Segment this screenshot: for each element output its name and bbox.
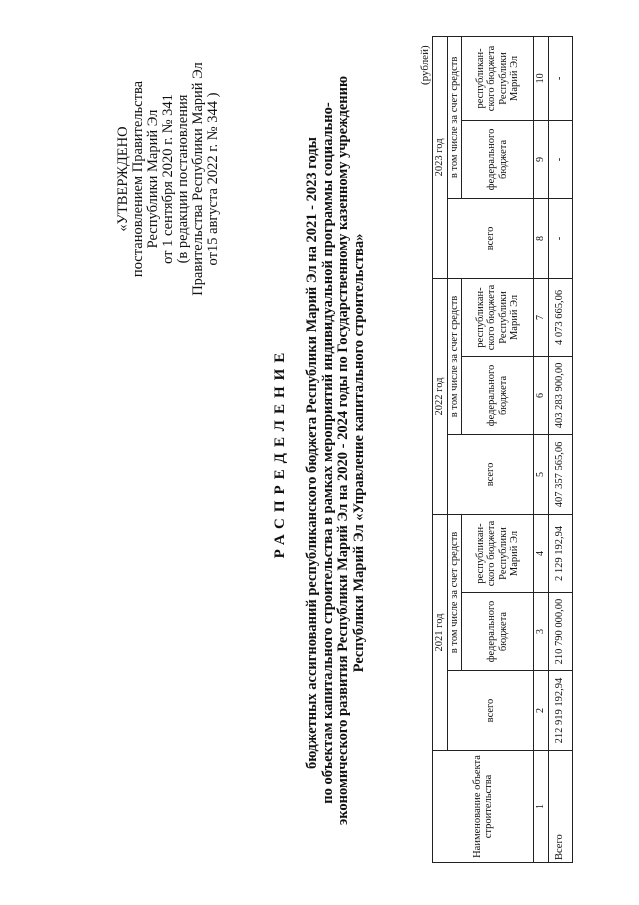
including-header: в том числе за счет средств <box>447 514 462 670</box>
approval-line: Правительства Республики Марий Эл <box>190 62 206 296</box>
subtitle-line: бюджетных ассигнований республиканского бюджета Республики Марий Эл на 2021 - 2023 годы <box>304 137 320 769</box>
column-number: 5 <box>534 434 549 514</box>
column-number: 10 <box>534 36 549 120</box>
table-cell: 403 283 900,00 <box>548 356 572 434</box>
table-cell: 210 790 000,00 <box>548 593 572 671</box>
column-number: 1 <box>534 751 549 863</box>
republic-budget-header: республикан-ского бюджета Республики Марий Эл <box>462 514 534 592</box>
table-cell: - <box>548 36 572 120</box>
total-header: всего <box>447 671 534 751</box>
approval-line: Республики Марий Эл <box>145 109 161 249</box>
object-name-header: Наименование объекта строительства <box>433 751 534 863</box>
republic-budget-header: республикан-ского бюджета Республики Марий Эл <box>462 36 534 120</box>
document-title: РАСПРЕДЕЛЕНИЕ <box>272 346 288 559</box>
table-cell: 212 919 192,94 <box>548 671 572 751</box>
approval-stamp <box>116 29 221 329</box>
approval-line: от15 августа 2022 г. № 344 ) <box>205 92 221 266</box>
year-header-2021: 2021 год <box>433 514 448 750</box>
row-label: Всего <box>548 751 572 863</box>
subtitle-line: Республики Марий Эл «Управление капитального строительства» <box>350 233 367 673</box>
table-cell: - <box>548 120 572 198</box>
total-header: всего <box>447 198 534 278</box>
column-number: 3 <box>534 593 549 671</box>
approval-line: от 1 сентября 2020 г. № 341 <box>160 94 176 264</box>
republic-budget-header: республикан-ского бюджета Республики Марий Эл <box>462 278 534 356</box>
including-header: в том числе за счет средств <box>447 278 462 434</box>
total-header: всего <box>447 434 534 514</box>
column-number: 6 <box>534 356 549 434</box>
column-number: 4 <box>534 514 549 592</box>
column-number: 9 <box>534 120 549 198</box>
table-cell: - <box>548 198 572 278</box>
subtitle-line: экономического развития Республики Марий Эл на 2020 - 2024 годы по Государственному казенному учреждению <box>335 75 351 825</box>
approval-line: (в редакции постановления <box>175 94 191 264</box>
year-header-2023: 2023 год <box>433 36 448 278</box>
table-cell: 2 129 192,94 <box>548 514 572 592</box>
table-row <box>548 36 572 862</box>
column-number: 2 <box>534 671 549 751</box>
federal-budget-header: федерального бюджета <box>462 356 534 434</box>
federal-budget-header: федерального бюджета <box>462 593 534 671</box>
document-subtitle <box>304 75 367 825</box>
table-cell: 407 357 565,06 <box>548 434 572 514</box>
column-number: 8 <box>534 198 549 278</box>
table-cell: 4 073 665,06 <box>548 278 572 356</box>
federal-budget-header: федерального бюджета <box>462 120 534 198</box>
approval-line: «УТВЕРЖДЕНО <box>115 126 131 232</box>
including-header: в том числе за счет средств <box>447 36 462 198</box>
column-number: 7 <box>534 278 549 356</box>
year-header-2022: 2022 год <box>433 278 448 514</box>
approval-line: постановлением Правительства <box>130 80 146 278</box>
allocation-table <box>432 36 573 863</box>
units-label: (рублей) <box>419 45 431 85</box>
subtitle-line: по объектам капитального строительства в рамках мероприятий индивидуальной программы социально- <box>319 102 336 804</box>
